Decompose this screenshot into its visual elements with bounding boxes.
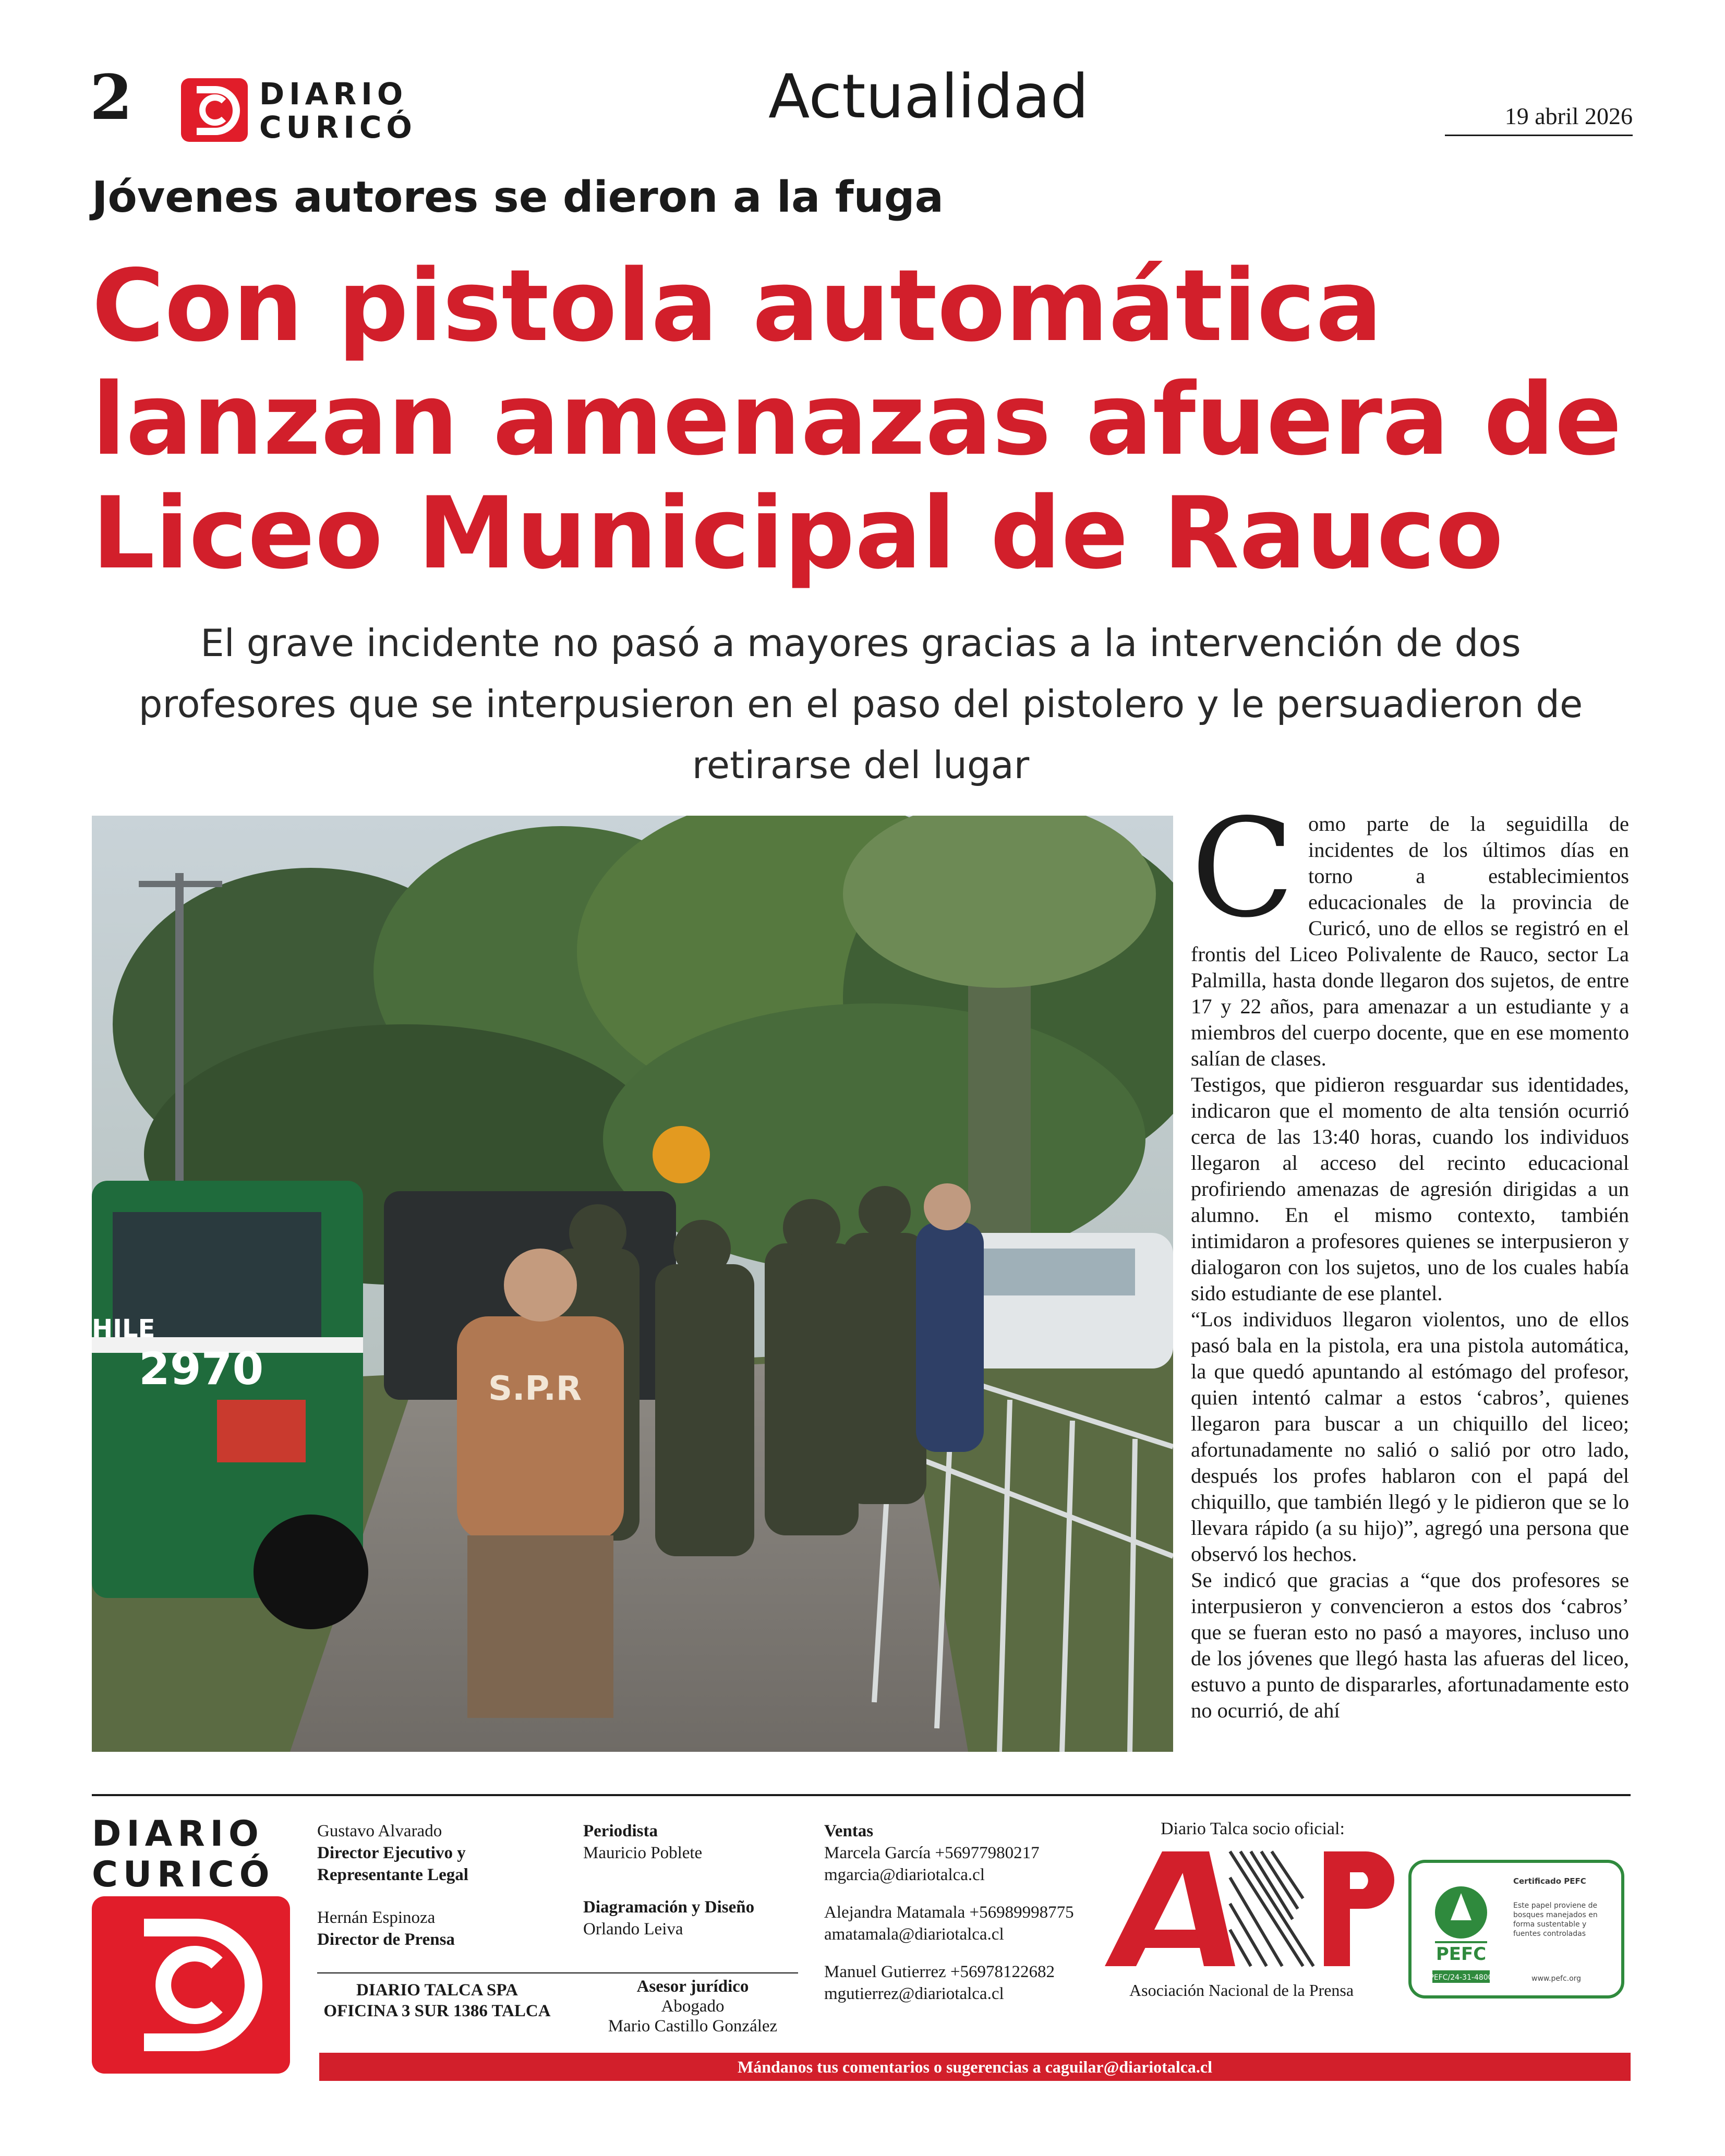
pefc-description: forma sustentable y — [1513, 1920, 1587, 1929]
header-logo-text — [259, 77, 417, 144]
sales-email: mgarcia@diariotalca.cl — [824, 1866, 985, 1884]
drop-cap: C — [1191, 811, 1295, 948]
design-name: Orlando Leiva — [583, 1920, 683, 1939]
sales-contact: Manuel Gutierrez +56978122682 — [824, 1963, 1055, 1981]
pefc-description: bosques manejados en — [1513, 1911, 1598, 1919]
pefc-code: PEFC/24-31-4800 — [1429, 1973, 1493, 1982]
vehicle-number: 2970 — [139, 1343, 264, 1395]
pefc-certification — [1408, 1860, 1624, 1998]
footer-inner-divider — [317, 1972, 798, 1973]
footer-brand-line-2: CURICÓ — [92, 1854, 275, 1895]
vehicle-label: HILE — [92, 1314, 155, 1343]
footer-divider — [92, 1794, 1631, 1796]
logo-c-mark-icon — [181, 78, 248, 142]
sales-label: Ventas — [824, 1822, 874, 1840]
office-company: DIARIO TALCA SPA — [356, 1981, 518, 2000]
sales-email: mgutierrez@diariotalca.cl — [824, 1984, 1004, 2003]
sales-contact: Marcela García +56977980217 — [824, 1844, 1040, 1862]
sales-email: amatamala@diariotalca.cl — [824, 1925, 1004, 1944]
anp-logo-icon — [1105, 1846, 1397, 1971]
lawyer-name: Mario Castillo González — [608, 2017, 778, 2036]
vest-label: S.P.R — [488, 1370, 582, 1408]
footer-logo-icon — [92, 1896, 290, 2074]
footer-brand-line-1: DIARIO — [92, 1813, 264, 1855]
footer-logo-c-icon — [92, 1896, 290, 2074]
office-street: OFICINA 3 SUR 1386 TALCA — [323, 2002, 551, 2020]
pefc-description: fuentes controladas — [1513, 1930, 1586, 1938]
footer-brand — [92, 1814, 290, 1895]
section-title: Actualidad — [768, 62, 1089, 132]
footer-staff — [583, 1820, 792, 1940]
article-headline: Con pistola automática lanzan amenazas afuera de Liceo Municipal de Rauco — [92, 248, 1622, 591]
lawyer-label: Asesor jurídico — [636, 1977, 749, 1996]
pefc-description: Este papel proviene de — [1513, 1901, 1598, 1910]
sales-contact: Alejandra Matamala +56989998775 — [824, 1903, 1074, 1922]
office-address — [317, 1980, 557, 2021]
diario-curico-logo-icon — [181, 78, 248, 142]
director-role-2: Representante Legal — [317, 1866, 468, 1884]
feedback-email-bar: Mándanos tus comentarios o sugerencias a caguilar@diariotalca.cl — [319, 2053, 1631, 2081]
footer-directors — [317, 1820, 526, 1951]
pefc-label: PEFC — [1436, 1944, 1487, 1965]
director-name: Gustavo Alvarado — [317, 1822, 442, 1840]
press-director-role: Director de Prensa — [317, 1930, 455, 1949]
article-subtitle: El grave incidente no pasó a mayores gracias a la intervención de dos profesores que se interpusieron en el paso del pistolero y le persuadieron de retirarse del lugar — [138, 621, 1583, 787]
pefc-website: www.pefc.org — [1531, 1975, 1582, 1983]
footer-sales — [824, 1820, 1095, 2005]
legal-advisor — [583, 1977, 802, 2036]
press-director-name: Hernán Espinoza — [317, 1908, 436, 1927]
official-partner-label: Diario Talca socio oficial: — [1161, 1819, 1345, 1838]
police-scene-illustration — [92, 816, 1173, 1752]
design-label: Diagramación y Diseño — [583, 1898, 755, 1917]
article-photo — [92, 816, 1173, 1752]
page-number: 2 — [90, 61, 133, 134]
article-paragraph: “Los individuos llegaron violentos, uno de ellos pasó bala en la pistola, era una pistola automática, la que quedó apuntando al estómago del profesor, quien intentó calmar a estos ‘cabros’, quienes llegaron para buscar a un chiquillo del liceo; afortunadamente no salió o salió por otro lado, después los profes hablaron con el papá del chiquillo, que también llegó y le pidieron que se lo llevara rápido (a su hijo)”, agregó una persona que observó los hechos. — [1191, 1307, 1629, 1566]
pefc-logo-icon — [1412, 1863, 1621, 1995]
director-role: Director Ejecutivo y — [317, 1844, 466, 1862]
issue-date: 19 abril 2026 — [1445, 104, 1633, 136]
lawyer-title: Abogado — [661, 1997, 725, 2016]
article-paragraph: omo parte de la seguidilla de incidentes de los últimos días en torno a establecimientos educacionales de la provincia de Curicó, uno de ellos se registró en el frontis del Liceo Polivalente de Rauco, sector La Palmilla, hasta donde llegaron dos sujetos, de entre 17 y 22 años, para amenazar a un estudiante y a miembros del cuerpo docente, que en ese momento salían de clases. — [1191, 812, 1629, 1070]
anp-caption: Asociación Nacional de la Prensa — [1129, 1981, 1354, 2000]
logo-line-1: DIARIO — [259, 76, 408, 112]
logo-line-2: CURICÓ — [259, 110, 417, 145]
article-body — [1191, 811, 1629, 1781]
pefc-certified: Certificado PEFC — [1513, 1876, 1586, 1886]
article-paragraph: Testigos, que pidieron resguardar sus identidades, indicaron que el momento de alta tensión ocurrió cerca de las 13:40 horas, cuando los individuos llegaron al acceso del recinto educacional profiriendo amenazas de agresión dirigidas a un alumno. En el mismo contexto, también intimidaron a profesores quienes se interpusieron y dialogaron con los sujetos, uno de los cuales había sido estudiante de ese plantel. — [1191, 1073, 1629, 1305]
journalist-label: Periodista — [583, 1822, 658, 1840]
article-paragraph: Se indicó que gracias a “que dos profesores se interpusieron y convencieron a estos dos ‘cabros’ que se fueran esto no pasó a mayores, incluso uno de los jóvenes que llegó hasta las afueras del liceo, estuvo a punto de dispararles, afortunadamente esto no ocurrió, de ahí — [1191, 1568, 1629, 1722]
journalist-name: Mauricio Poblete — [583, 1844, 703, 1862]
anp-mark-icon — [1105, 1846, 1397, 1971]
article-kicker: Jóvenes autores se dieron a la fuga — [92, 173, 944, 222]
